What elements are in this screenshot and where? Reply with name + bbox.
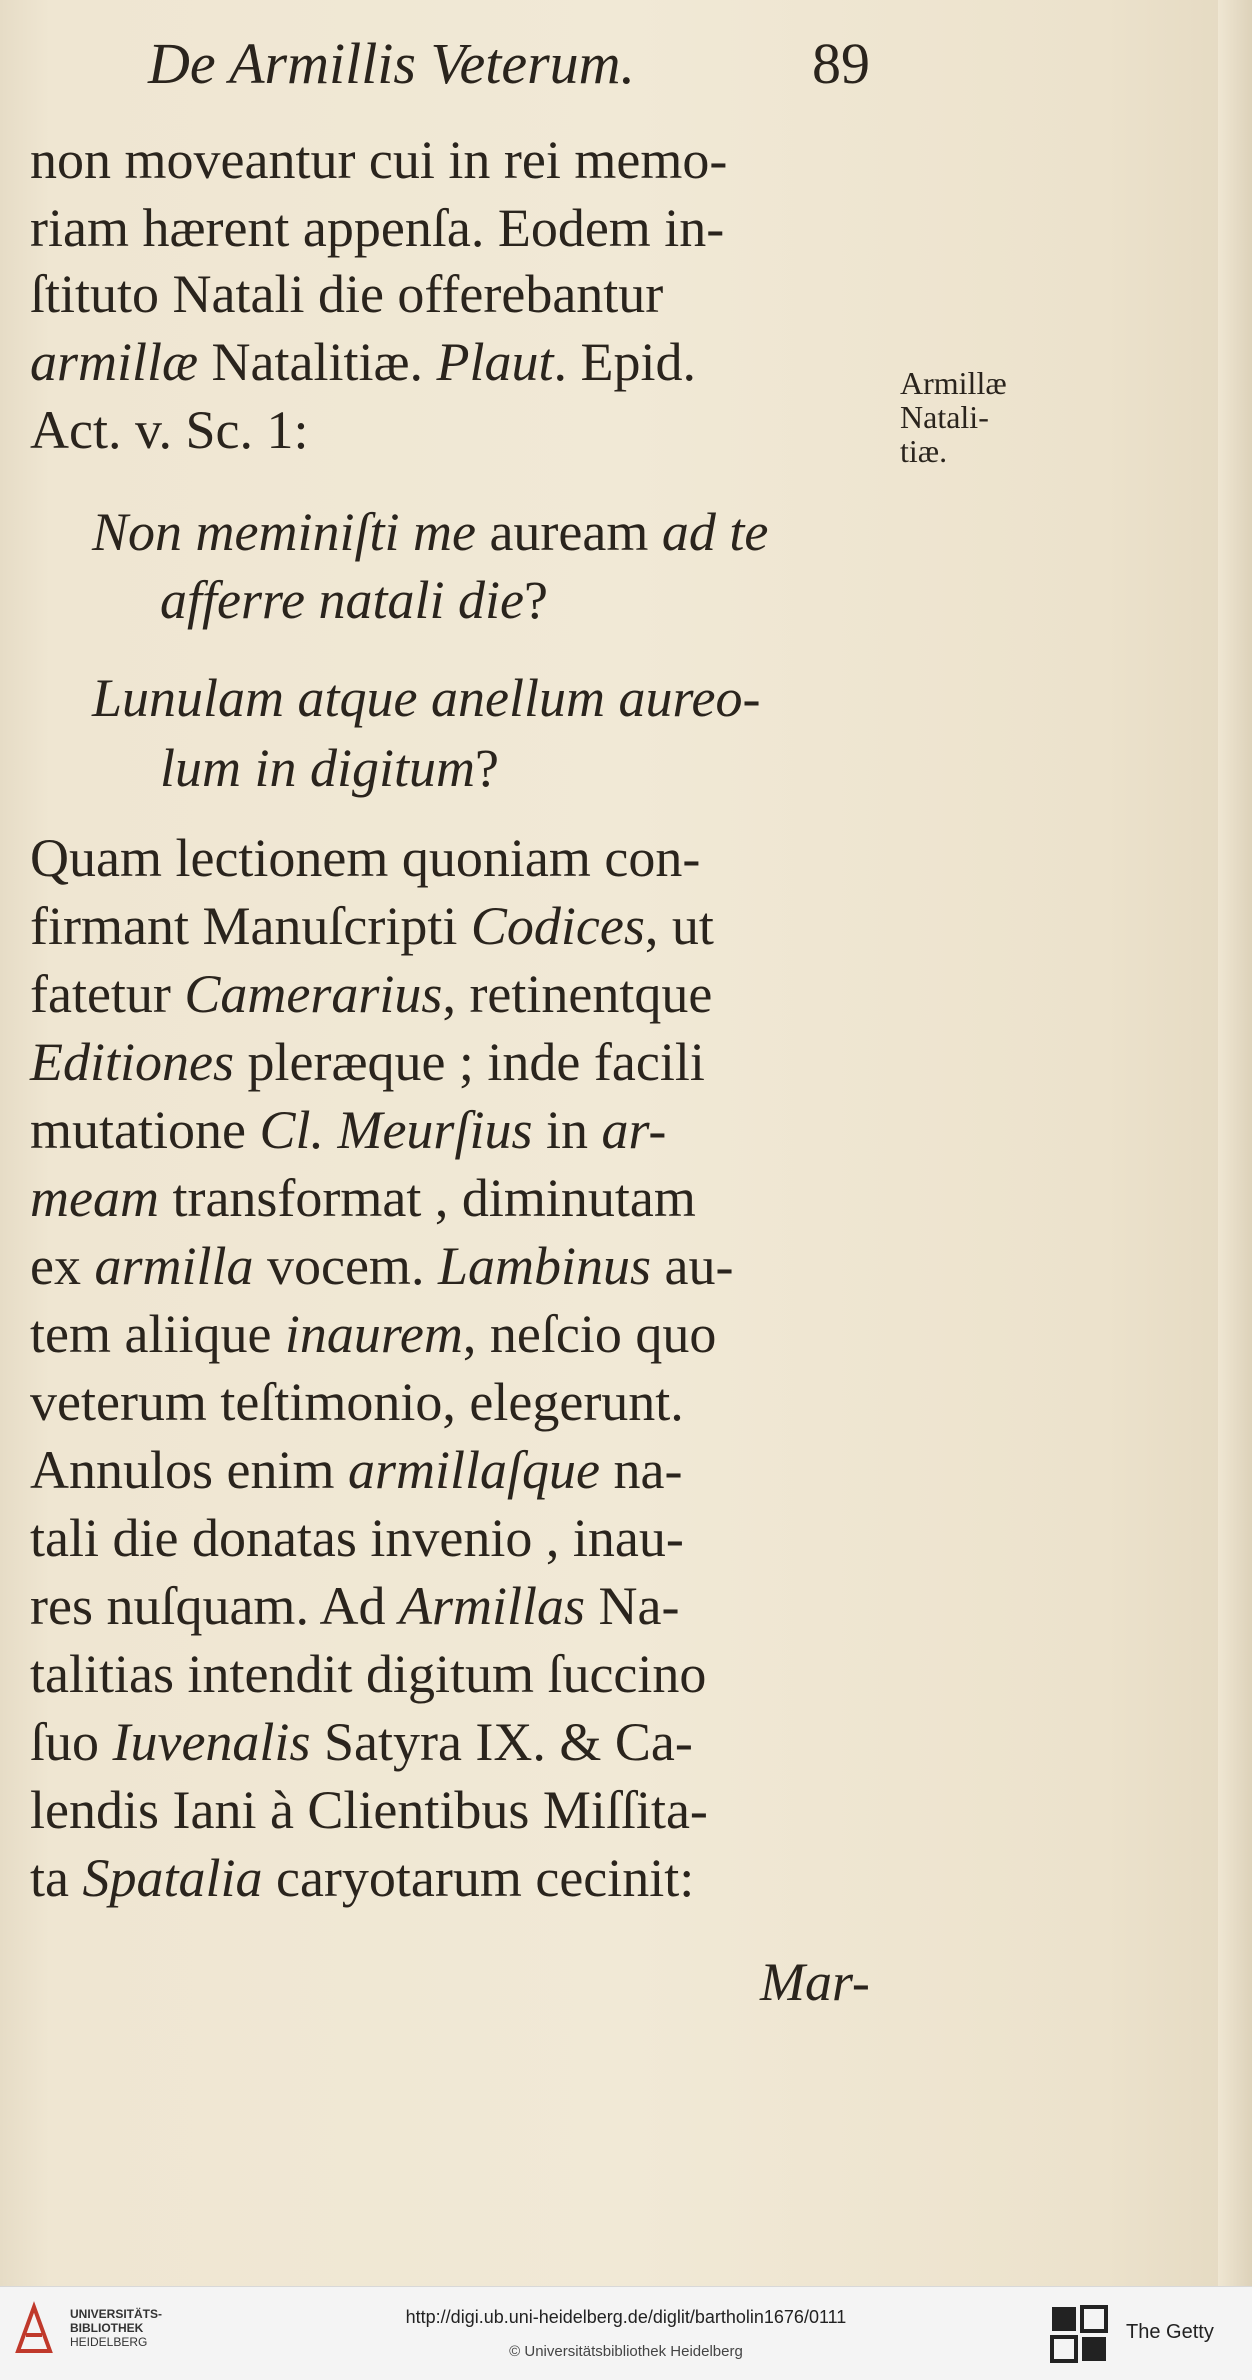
text-line: Annulos enim armillaſque na- <box>30 1440 683 1500</box>
catchword: Mar- <box>760 1952 870 2012</box>
text-line: tali die donatas invenio , inau- <box>30 1508 684 1568</box>
text-line: firmant Manuſcripti Codices, ut <box>30 896 714 956</box>
getty-logo-icon <box>1050 2305 1108 2363</box>
text-line: Act. v. Sc. 1: <box>30 400 309 460</box>
verse-line: Lunulam atque anellum aureo- <box>92 668 761 728</box>
text-line: tem aliique inaurem, neſcio quo <box>30 1304 717 1364</box>
page-url-link[interactable]: http://digi.ub.uni-heidelberg.de/diglit/bartholin1676/0111 <box>405 2307 847 2327</box>
text-line: Quam lectionem quoniam con- <box>30 828 701 888</box>
text-line: ſuo Iuvenalis Satyra IX. & Ca- <box>30 1712 693 1772</box>
text-line: ſtituto Natali die offerebantur <box>30 264 664 324</box>
text-line: fatetur Camerarius, retinentque <box>30 964 713 1024</box>
partner-name: The Getty <box>1126 2321 1214 2343</box>
text-line: armillæ Natalitiæ. Plaut. Epid. <box>30 332 697 392</box>
text-line: lendis Iani à Clientibus Miſſita- <box>30 1780 708 1840</box>
verse-line: Non meminiſti me auream ad te <box>92 502 769 562</box>
text-line: Editiones pleræque ; inde facili <box>30 1032 705 1092</box>
copyright-notice: © Universitätsbibliothek Heidelberg <box>509 2343 743 2360</box>
text-line: veterum teſtimonio, elegerunt. <box>30 1372 684 1432</box>
page-number: 89 <box>812 31 870 96</box>
verse-line: afferre natali die? <box>160 570 548 630</box>
margin-note: Armillæ Natali- tiæ. <box>900 365 1007 469</box>
running-header: De Armillis Veterum. <box>148 31 636 96</box>
text-line: meam transformat , diminutam <box>30 1168 696 1228</box>
page-edge <box>1218 0 1252 2286</box>
text-line: res nuſquam. Ad Armillas Na- <box>30 1576 680 1636</box>
text-line: ex armilla vocem. Lambinus au- <box>30 1236 734 1296</box>
text-line: talitias intendit digitum ſuccino <box>30 1644 707 1704</box>
verse-line: lum in digitum? <box>160 738 499 798</box>
text-line: ta Spatalia caryotarum cecinit: <box>30 1848 695 1908</box>
viewer-footer <box>0 2286 1252 2380</box>
text-line: non moveantur cui in rei memo- <box>30 130 728 190</box>
text-line: mutatione Cl. Meurſius in ar- <box>30 1100 667 1160</box>
library-name: UNIVERSITÄTS- BIBLIOTHEK HEIDELBERG <box>70 2307 163 2349</box>
text-line: riam hærent appenſa. Eodem in- <box>30 198 725 258</box>
